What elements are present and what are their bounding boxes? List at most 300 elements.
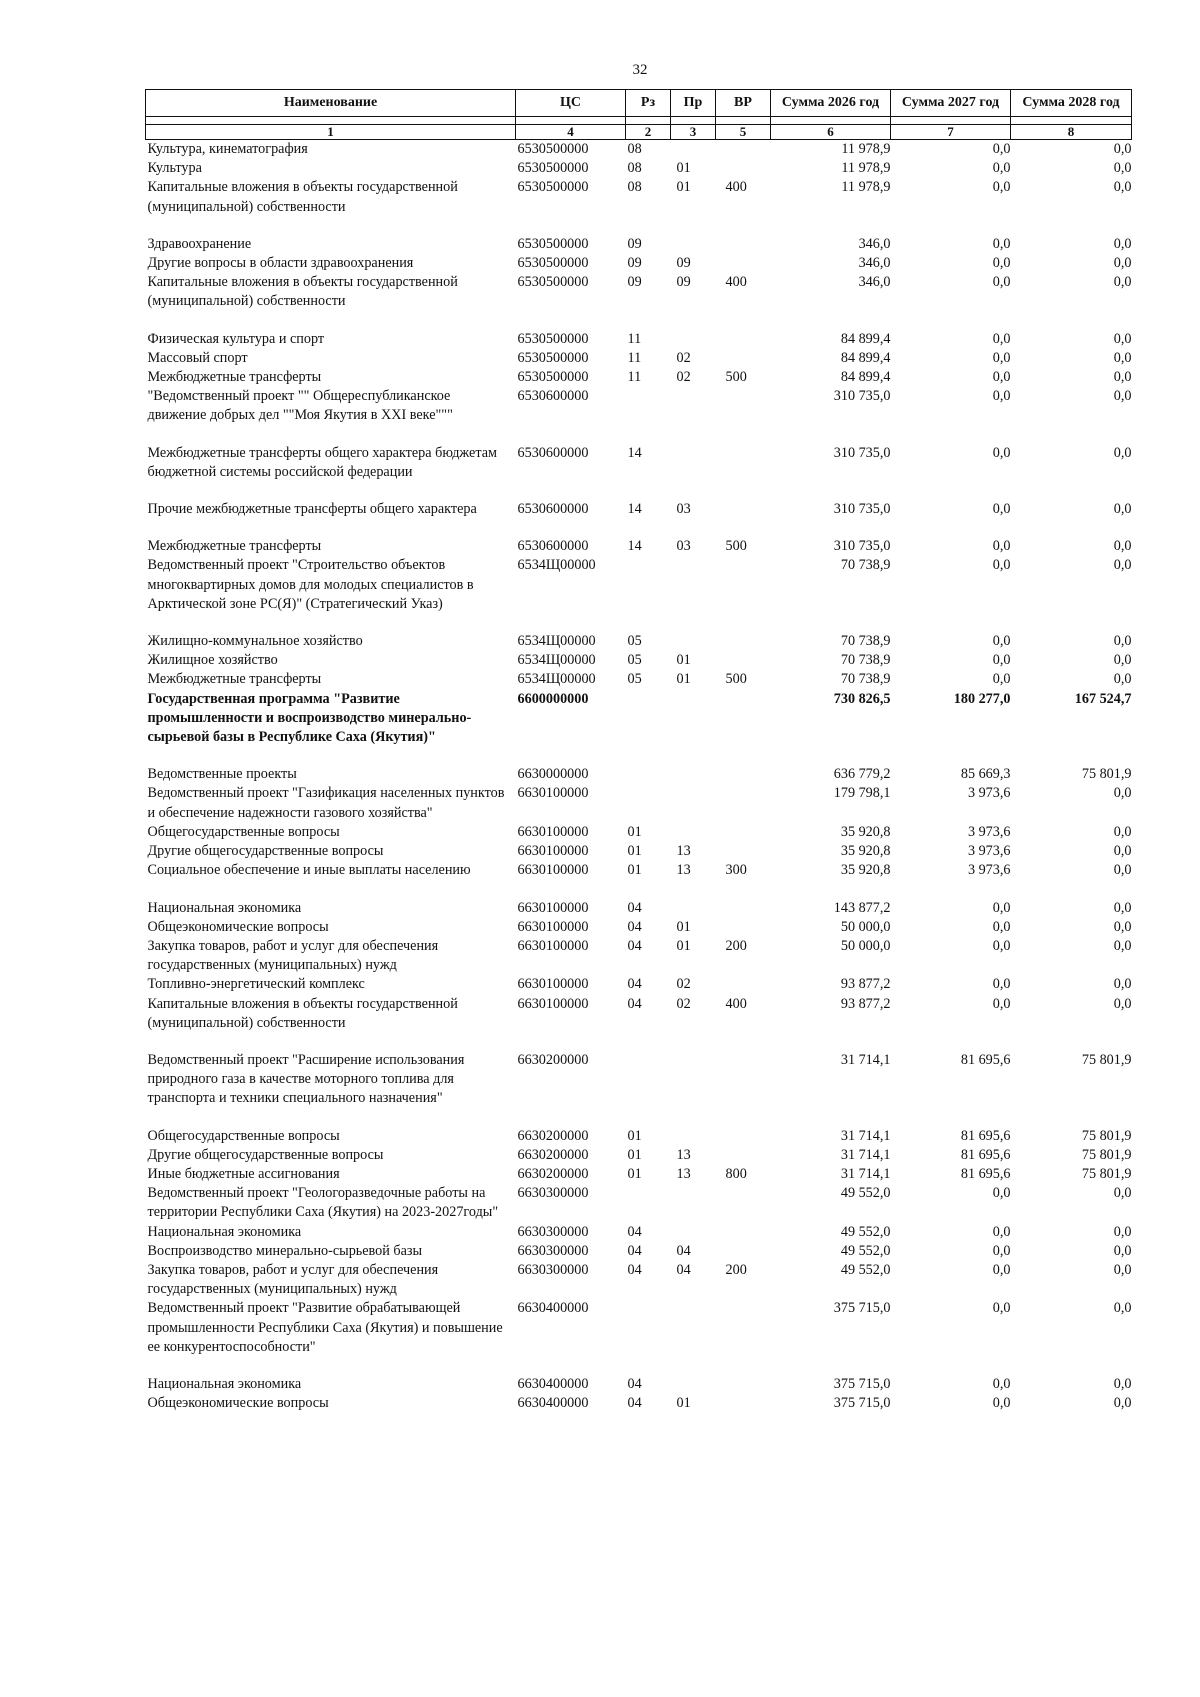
row-sum-2028: 75 801,9	[1081, 1165, 1132, 1182]
row-sum-2026: 31 714,1	[840, 1165, 891, 1182]
row-cs-code: 6534Щ00000	[517, 671, 596, 688]
row-pr-code	[671, 1223, 716, 1242]
row-pr-code: 02	[676, 369, 691, 386]
row-pr-code: 03	[676, 538, 691, 555]
row-sum-2028: 0,0	[1113, 255, 1132, 272]
table-row	[146, 1184, 1132, 1222]
row-pr-code: 03	[676, 501, 691, 518]
row-vr-code	[716, 1184, 771, 1222]
row-name: Другие общегосударственные вопросы	[147, 1146, 384, 1163]
table-row	[146, 330, 1132, 349]
table-row	[146, 690, 1132, 766]
row-rz-code: 14	[627, 501, 642, 518]
row-name: Другие общегосударственные вопросы	[147, 843, 384, 860]
row-cs-code: 6530600000	[517, 538, 589, 555]
column-number: 5	[716, 125, 771, 140]
table-row	[146, 975, 1132, 994]
row-rz-code: 01	[627, 1146, 642, 1163]
row-sum-2026: 50 000,0	[840, 937, 891, 954]
row-rz-code: 01	[627, 823, 642, 840]
row-vr-code	[716, 1223, 771, 1242]
row-cs-code: 6630100000	[517, 862, 589, 879]
row-cs-code: 6530500000	[517, 160, 589, 177]
row-sum-2027: 0,0	[992, 1185, 1011, 1202]
row-cs-code: 6530600000	[517, 444, 589, 461]
row-sum-2026: 310 735,0	[833, 388, 891, 405]
header-spacer	[146, 117, 1132, 125]
row-vr-code	[716, 1375, 771, 1394]
row-sum-2028: 0,0	[1113, 160, 1132, 177]
row-sum-2026: 11 978,9	[841, 179, 891, 196]
row-rz-code	[626, 690, 671, 766]
row-rz-code	[626, 765, 671, 784]
table-row	[146, 537, 1132, 556]
row-vr-code	[716, 899, 771, 918]
row-pr-code	[671, 1375, 716, 1394]
row-cs-code: 6630100000	[517, 918, 589, 935]
row-rz-code: 04	[627, 899, 642, 916]
row-vr-code	[716, 444, 771, 500]
row-rz-code: 09	[627, 274, 642, 291]
row-sum-2026: 346,0	[858, 255, 891, 272]
row-pr-code: 01	[676, 671, 691, 688]
row-sum-2028: 0,0	[1113, 976, 1132, 993]
row-name: Закупка товаров, работ и услуг для обеспечения государственных (муниципальных) нужд	[147, 1261, 439, 1298]
row-cs-code: 6630300000	[517, 1261, 589, 1278]
row-sum-2027: 85 669,3	[960, 766, 1011, 783]
row-name: Культура, кинематография	[147, 141, 308, 157]
row-sum-2026: 49 552,0	[840, 1223, 891, 1240]
table-row	[146, 500, 1132, 537]
row-sum-2026: 730 826,5	[833, 690, 891, 707]
row-name: Культура	[147, 160, 202, 177]
row-pr-code: 13	[676, 862, 691, 879]
row-sum-2028: 0,0	[1113, 1223, 1132, 1240]
row-sum-2027: 3 973,6	[967, 823, 1011, 840]
row-vr-code: 300	[725, 862, 747, 879]
table-row	[146, 159, 1132, 178]
table-row	[146, 1242, 1132, 1261]
row-sum-2028: 0,0	[1113, 1242, 1132, 1259]
row-cs-code: 6530500000	[517, 141, 589, 157]
column-number: 4	[516, 125, 626, 140]
row-sum-2027: 0,0	[992, 444, 1011, 461]
header-vr: ВР	[716, 90, 771, 117]
row-cs-code: 6630400000	[517, 1300, 589, 1317]
row-rz-code: 04	[627, 976, 642, 993]
row-sum-2027: 81 695,6	[960, 1051, 1011, 1068]
row-name: Национальная экономика	[147, 899, 302, 916]
row-rz-code: 01	[627, 1127, 642, 1144]
row-sum-2026: 70 738,9	[840, 557, 891, 574]
row-sum-2028: 0,0	[1113, 179, 1132, 196]
row-sum-2027: 0,0	[992, 1300, 1011, 1317]
row-name: Ведомственный проект "Развитие обрабатывающей промышленности Республики Саха (Якутия) и повышение ее конкурентоспособности"	[147, 1300, 503, 1355]
row-name: Массовый спорт	[147, 349, 248, 366]
row-sum-2028: 0,0	[1113, 1261, 1132, 1278]
row-rz-code: 04	[627, 1395, 642, 1412]
row-rz-code: 05	[627, 652, 642, 669]
row-sum-2027: 0,0	[992, 274, 1011, 291]
row-name: Ведомственный проект "Геологоразведочные работы на территории Республики Саха (Якутия) на 2023-2027годы"	[147, 1185, 499, 1221]
row-cs-code: 6534Щ00000	[517, 652, 596, 669]
row-pr-code: 02	[676, 976, 691, 993]
table-row	[146, 1165, 1132, 1184]
row-pr-code: 09	[676, 255, 691, 272]
row-name: Межбюджетные трансферты	[147, 538, 322, 555]
row-name: Иные бюджетные ассигнования	[147, 1165, 340, 1182]
row-rz-code: 08	[627, 141, 642, 157]
row-sum-2027: 0,0	[992, 937, 1011, 954]
row-vr-code: 500	[725, 369, 747, 386]
row-sum-2026: 346,0	[858, 235, 891, 252]
row-name: "Ведомственный проект "" Общереспубликанское движение добрых дел ""Моя Якутия в XXI веке"""	[147, 388, 453, 424]
row-sum-2028: 0,0	[1113, 843, 1132, 860]
row-rz-code: 04	[627, 1223, 642, 1240]
table-row	[146, 632, 1132, 651]
row-rz-code: 04	[627, 918, 642, 935]
row-sum-2028: 0,0	[1113, 1375, 1132, 1392]
row-sum-2027: 3 973,6	[967, 843, 1011, 860]
row-pr-code	[671, 444, 716, 500]
row-cs-code: 6600000000	[517, 690, 589, 707]
row-sum-2027: 0,0	[992, 557, 1011, 574]
row-vr-code: 500	[725, 671, 747, 688]
row-sum-2027: 81 695,6	[960, 1146, 1011, 1163]
row-name: Прочие межбюджетные трансферты общего характера	[147, 501, 477, 518]
row-rz-code: 08	[627, 179, 642, 196]
row-sum-2027: 0,0	[992, 160, 1011, 177]
row-sum-2028: 0,0	[1113, 652, 1132, 669]
row-sum-2027: 0,0	[992, 501, 1011, 518]
row-sum-2026: 11 978,9	[841, 141, 891, 157]
header-sum-2026: Сумма 2026 год	[771, 90, 891, 117]
row-sum-2026: 375 715,0	[833, 1375, 891, 1392]
column-number: 2	[626, 125, 671, 140]
row-sum-2027: 0,0	[992, 995, 1011, 1012]
row-sum-2027: 0,0	[992, 255, 1011, 272]
row-cs-code: 6630100000	[517, 995, 589, 1012]
row-sum-2026: 310 735,0	[833, 538, 891, 555]
table-body	[146, 140, 1132, 1414]
row-rz-code: 04	[627, 995, 642, 1012]
table-row	[146, 1146, 1132, 1165]
row-name: Закупка товаров, работ и услуг для обеспечения государственных (муниципальных) нужд	[147, 937, 439, 974]
row-rz-code: 08	[627, 160, 642, 177]
row-sum-2026: 310 735,0	[833, 501, 891, 518]
row-sum-2028: 75 801,9	[1081, 766, 1132, 783]
row-sum-2027: 3 973,6	[967, 785, 1011, 802]
table-row	[146, 1127, 1132, 1146]
row-vr-code	[716, 632, 771, 651]
row-sum-2028: 0,0	[1113, 141, 1132, 157]
row-pr-code: 02	[676, 995, 691, 1012]
header-cs: ЦС	[516, 90, 626, 117]
row-vr-code	[716, 556, 771, 632]
row-sum-2026: 93 877,2	[840, 976, 891, 993]
row-vr-code	[716, 349, 771, 368]
row-sum-2027: 0,0	[992, 369, 1011, 386]
header-sum-2027: Сумма 2027 год	[891, 90, 1011, 117]
row-name: Другие вопросы в области здравоохранения	[147, 255, 414, 272]
row-rz-code: 14	[627, 444, 642, 461]
row-pr-code	[671, 899, 716, 918]
row-pr-code: 09	[676, 274, 691, 291]
row-sum-2028: 0,0	[1113, 538, 1132, 555]
row-vr-code	[716, 1127, 771, 1146]
row-sum-2026: 636 779,2	[833, 766, 891, 783]
row-sum-2028: 75 801,9	[1081, 1051, 1132, 1068]
row-name: Межбюджетные трансферты	[147, 671, 322, 688]
row-sum-2026: 84 899,4	[840, 369, 891, 386]
row-pr-code: 13	[676, 1146, 691, 1163]
row-pr-code: 01	[676, 1395, 691, 1412]
table-row	[146, 254, 1132, 273]
row-name: Общеэкономические вопросы	[147, 918, 329, 935]
row-cs-code: 6630100000	[517, 937, 589, 954]
row-name: Здравоохранение	[147, 235, 252, 252]
table-row	[146, 273, 1132, 329]
row-name: Жилищное хозяйство	[147, 652, 278, 669]
row-sum-2027: 0,0	[992, 633, 1011, 650]
row-name: Социальное обеспечение и иные выплаты населению	[147, 862, 471, 879]
row-cs-code: 6630100000	[517, 976, 589, 993]
row-pr-code	[671, 823, 716, 842]
row-sum-2028: 0,0	[1113, 918, 1132, 935]
row-pr-code: 01	[676, 179, 691, 196]
row-name: Воспроизводство минерально-сырьевой базы	[147, 1242, 423, 1259]
row-sum-2027: 180 277,0	[953, 690, 1011, 707]
row-pr-code: 02	[676, 349, 691, 366]
row-sum-2026: 31 714,1	[840, 1127, 891, 1144]
budget-table	[145, 89, 1132, 1413]
row-rz-code: 11	[627, 349, 642, 366]
row-name: Ведомственный проект "Расширение использования природного газа в качестве моторного топлива для транспорта и техники специального назначения"	[147, 1051, 465, 1107]
table-row	[146, 349, 1132, 368]
row-cs-code: 6630100000	[517, 899, 589, 916]
table-row	[146, 670, 1132, 689]
row-pr-code	[671, 556, 716, 632]
row-sum-2028: 0,0	[1113, 1300, 1132, 1317]
row-rz-code	[626, 387, 671, 443]
row-sum-2027: 0,0	[992, 330, 1011, 347]
row-sum-2027: 0,0	[992, 141, 1011, 157]
row-sum-2028: 0,0	[1113, 369, 1132, 386]
row-name: Жилищно-коммунальное хозяйство	[147, 633, 363, 650]
row-pr-code	[671, 140, 716, 160]
row-rz-code: 09	[627, 255, 642, 272]
row-cs-code: 6530500000	[517, 235, 589, 252]
table-row	[146, 1299, 1132, 1375]
row-rz-code: 01	[627, 843, 642, 860]
row-sum-2028: 0,0	[1113, 1395, 1132, 1412]
row-cs-code: 6534Щ00000	[517, 633, 596, 650]
row-cs-code: 6530500000	[517, 274, 589, 291]
row-sum-2028: 75 801,9	[1081, 1127, 1132, 1144]
row-pr-code	[671, 1299, 716, 1375]
row-vr-code	[716, 823, 771, 842]
row-cs-code: 6530500000	[517, 330, 589, 347]
table-row	[146, 178, 1132, 234]
row-sum-2026: 35 920,8	[840, 823, 891, 840]
row-sum-2027: 81 695,6	[960, 1127, 1011, 1144]
row-cs-code: 6630300000	[517, 1185, 589, 1202]
row-sum-2027: 0,0	[992, 671, 1011, 688]
row-sum-2027: 0,0	[992, 1242, 1011, 1259]
row-pr-code: 01	[676, 160, 691, 177]
row-vr-code: 400	[725, 274, 747, 291]
row-rz-code	[626, 556, 671, 632]
row-sum-2028: 0,0	[1113, 862, 1132, 879]
row-sum-2026: 143 877,2	[833, 899, 891, 916]
table-row	[146, 368, 1132, 387]
row-vr-code	[716, 651, 771, 670]
row-rz-code	[626, 1184, 671, 1222]
row-name: Национальная экономика	[147, 1375, 302, 1392]
row-sum-2026: 84 899,4	[840, 330, 891, 347]
row-cs-code: 6630100000	[517, 843, 589, 860]
row-name: Физическая культура и спорт	[147, 330, 325, 347]
row-name: Общегосударственные вопросы	[147, 823, 340, 840]
row-name: Национальная экономика	[147, 1223, 302, 1240]
row-sum-2028: 0,0	[1113, 1185, 1132, 1202]
row-sum-2028: 0,0	[1113, 388, 1132, 405]
row-name: Ведомственный проект "Газификация населенных пунктов и обеспечение надежности газового хозяйства"	[147, 785, 505, 821]
row-sum-2028: 75 801,9	[1081, 1146, 1132, 1163]
row-sum-2028: 0,0	[1113, 671, 1132, 688]
row-vr-code	[716, 975, 771, 994]
row-sum-2028: 0,0	[1113, 349, 1132, 366]
table-row	[146, 918, 1132, 937]
row-pr-code	[671, 1127, 716, 1146]
table-row	[146, 387, 1132, 443]
row-sum-2028: 0,0	[1113, 785, 1132, 802]
row-pr-code	[671, 330, 716, 349]
row-pr-code: 13	[676, 843, 691, 860]
row-pr-code: 04	[676, 1242, 691, 1259]
row-pr-code	[671, 387, 716, 443]
row-vr-code	[716, 159, 771, 178]
row-cs-code: 6630200000	[517, 1146, 589, 1163]
row-sum-2027: 3 973,6	[967, 862, 1011, 879]
row-sum-2026: 31 714,1	[840, 1146, 891, 1163]
table-row	[146, 1375, 1132, 1394]
row-pr-code: 04	[676, 1261, 691, 1278]
row-sum-2027: 0,0	[992, 179, 1011, 196]
row-rz-code: 04	[627, 1375, 642, 1392]
row-vr-code	[716, 918, 771, 937]
row-name: Общеэкономические вопросы	[147, 1395, 329, 1412]
row-sum-2027: 0,0	[992, 388, 1011, 405]
table-row	[146, 140, 1132, 160]
row-vr-code: 400	[725, 995, 747, 1012]
row-rz-code: 01	[627, 1165, 642, 1182]
table-row	[146, 556, 1132, 632]
row-vr-code	[716, 1051, 771, 1127]
row-name: Государственная программа "Развитие промышленности и воспроизводство минерально-сырьевой базы в Республике Саха (Якутия)"	[147, 690, 472, 746]
row-vr-code	[716, 784, 771, 822]
row-sum-2026: 49 552,0	[840, 1185, 891, 1202]
table-row	[146, 444, 1132, 500]
column-number: 3	[671, 125, 716, 140]
row-pr-code: 13	[676, 1165, 691, 1182]
table-row	[146, 765, 1132, 784]
row-sum-2028: 167 524,7	[1074, 690, 1132, 707]
row-name: Капитальные вложения в объекты государственной (муниципальной) собственности	[147, 274, 458, 310]
row-pr-code	[671, 1051, 716, 1127]
row-name: Капитальные вложения в объекты государственной (муниципальной) собственности	[147, 995, 458, 1031]
column-number: 8	[1011, 125, 1132, 140]
row-pr-code	[671, 690, 716, 766]
row-vr-code	[716, 842, 771, 861]
row-sum-2028: 0,0	[1113, 274, 1132, 291]
row-sum-2026: 310 735,0	[833, 444, 891, 461]
row-cs-code: 6630300000	[517, 1223, 589, 1240]
row-rz-code: 05	[627, 671, 642, 688]
row-name: Капитальные вложения в объекты государственной (муниципальной) собственности	[147, 179, 458, 215]
row-rz-code	[626, 784, 671, 822]
row-vr-code	[716, 1299, 771, 1375]
table-row	[146, 651, 1132, 670]
row-vr-code	[716, 387, 771, 443]
row-sum-2026: 70 738,9	[840, 652, 891, 669]
row-rz-code: 11	[627, 330, 642, 347]
row-pr-code	[671, 1184, 716, 1222]
row-rz-code: 04	[627, 937, 642, 954]
row-vr-code	[716, 500, 771, 537]
header-pr: Пр	[671, 90, 716, 117]
row-sum-2026: 179 798,1	[833, 785, 891, 802]
row-pr-code	[671, 235, 716, 254]
row-cs-code: 6630400000	[517, 1395, 589, 1412]
header-name: Наименование	[146, 90, 516, 117]
row-cs-code: 6530600000	[517, 501, 589, 518]
row-rz-code: 14	[627, 538, 642, 555]
table-header-row	[146, 90, 1132, 117]
row-sum-2027: 0,0	[992, 918, 1011, 935]
row-rz-code: 11	[627, 369, 642, 386]
row-cs-code: 6530500000	[517, 255, 589, 272]
table-row	[146, 1394, 1132, 1413]
row-rz-code	[626, 1051, 671, 1127]
row-sum-2028: 0,0	[1113, 995, 1132, 1012]
row-pr-code	[671, 765, 716, 784]
row-cs-code: 6630200000	[517, 1165, 589, 1182]
column-number: 6	[771, 125, 891, 140]
row-sum-2026: 346,0	[858, 274, 891, 291]
row-vr-code: 400	[725, 179, 747, 196]
row-sum-2028: 0,0	[1113, 633, 1132, 650]
table-row	[146, 1051, 1132, 1127]
row-rz-code	[626, 1299, 671, 1375]
row-sum-2027: 0,0	[992, 349, 1011, 366]
row-sum-2026: 375 715,0	[833, 1300, 891, 1317]
row-sum-2026: 31 714,1	[840, 1051, 891, 1068]
table-row	[146, 842, 1132, 861]
row-sum-2026: 49 552,0	[840, 1261, 891, 1278]
row-vr-code: 800	[725, 1165, 747, 1182]
row-sum-2027: 81 695,6	[960, 1165, 1011, 1182]
row-pr-code: 01	[676, 918, 691, 935]
row-sum-2026: 50 000,0	[840, 918, 891, 935]
row-sum-2027: 0,0	[992, 1223, 1011, 1240]
row-sum-2027: 0,0	[992, 1261, 1011, 1278]
row-sum-2026: 93 877,2	[840, 995, 891, 1012]
row-sum-2026: 49 552,0	[840, 1242, 891, 1259]
row-sum-2027: 0,0	[992, 235, 1011, 252]
row-cs-code: 6534Щ00000	[517, 557, 596, 574]
row-sum-2026: 84 899,4	[840, 349, 891, 366]
